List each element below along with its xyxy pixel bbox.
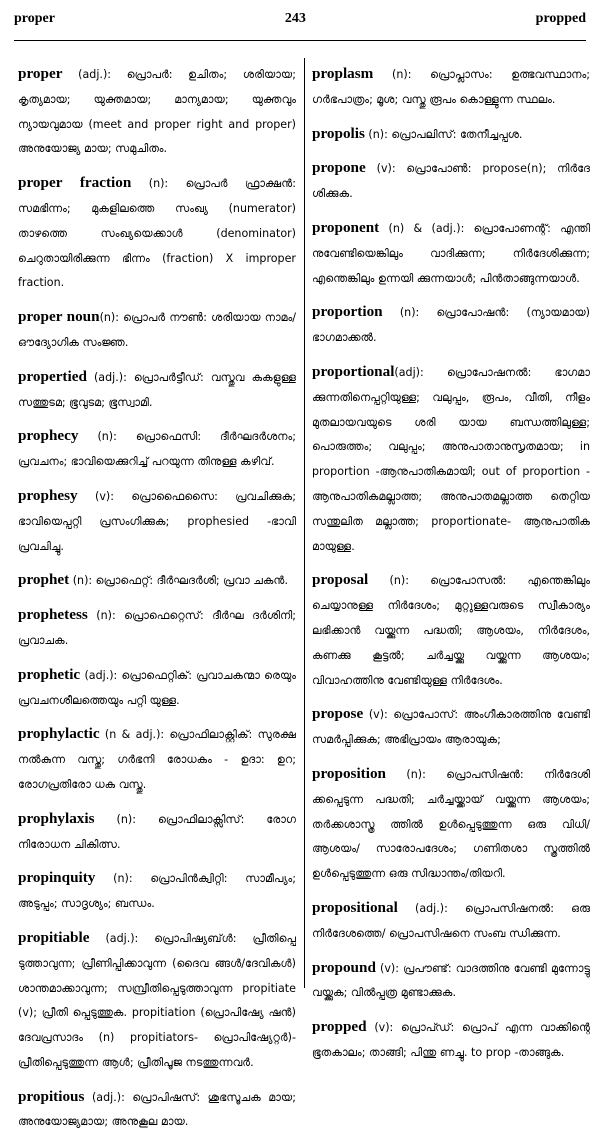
dictionary-entry xyxy=(18,663,296,714)
dictionary-entry xyxy=(18,305,296,356)
headword: prophecy xyxy=(18,427,79,445)
headword: prophet xyxy=(18,571,70,589)
definition: (n & adj.): പ്രൊഫിലാക്റ്റിക്: സുരക്ഷ നൽകുന്ന വസ്തു; ഗർഭനി രോധകം - ഉദാ: ഉറ; രോഗപ്രതിരോ ധക വസ്തു. xyxy=(18,728,296,791)
page-header xyxy=(14,6,586,32)
dictionary-entry xyxy=(18,568,296,594)
definition: (v): പ്രൊഫൈസൈ: പ്രവചിക്കുക; ഭാവിയെപ്പറ്റി പ്രസംഗിക്കുക; prophesied -ഭാവി പ്രവചിച്ചു. xyxy=(18,489,296,553)
definition: (adj): പ്രൊപോഷനൽ: ഭാഗമാ ക്കുന്നതിനെപ്പറ്റിയുള്ള; വലുപ്പം, രൂപം, വീതി, നീളം മുതലായവയുടെ ശരി യായ ബന്ധത്തിലുള്ള; പൊരുത്തം; വലുപ്പം; അനുപാതാനുസൃതമായ; in proportion -ആനുപാതികമായി; out of proportion - ആനുപാതികമല്ലാത്ത; അനുപാതമല്ലാത്ത തെറ്റിയ സന്തുലിത മല്ലാത്ത; proportionate- ആനുപാതിക മായുള്ള. xyxy=(312,365,590,553)
header-guide-word-right: propped xyxy=(535,11,586,26)
headword: propose xyxy=(312,705,364,723)
headword: propolis xyxy=(312,124,365,142)
column-divider xyxy=(304,58,305,988)
headword: proportion xyxy=(312,303,383,321)
dictionary-entry xyxy=(312,1015,590,1066)
definition: (n): പ്രൊഫെസി: ദീർഘദർശനം; പ്രവചനം; ഭാവിയെക്കുറിച്ച് പറയുന്ന തിനുള്ള കഴിവ്. xyxy=(18,430,296,469)
dictionary-entry xyxy=(312,568,590,693)
headword: proper xyxy=(18,65,63,82)
definition: (adj.): പ്രൊപിഷസ്: ശുഭസൂചക മായ; അനുയോജ്യമായ; അനുകൂല മായ. xyxy=(18,1090,296,1129)
headword: prophylactic xyxy=(18,725,100,743)
headword: proper fraction xyxy=(18,174,132,192)
headword: propone xyxy=(312,159,366,177)
definition: (v): പ്രൊപോസ്: അംഗീകാരത്തിനു വേണ്ടി സമർപ്പിക്കുക; അഭിപ്രായം ആരായുക; xyxy=(312,708,590,747)
definition: (n): പ്രൊപോസൽ: എന്തെങ്കിലും ചെയ്യാനുള്ള നിർദേശം; മുറ്റുള്ളവരുടെ സ്വീകാര്യം ലഭിക്കാൻ വയ്ക്കുന്ന പദ്ധതി; ആശയം, നിർദേശം, കണക്കു കൂട്ടൽ; ചർച്ചയ്ക്കു വയ്ക്കുന്ന ആശയം; വിവാഹത്തിനു വേണ്ടിയുള്ള നിർദേശം. xyxy=(312,574,590,687)
headword: proper noun xyxy=(18,308,100,326)
headword: propositional xyxy=(312,898,398,916)
definition: (adj.): പ്രൊഫെറ്റിക്: പ്രവാചകന്മാ രെയും പ്രവചനശീലത്തെയും പറ്റി യുള്ള. xyxy=(18,668,296,707)
dictionary-entry xyxy=(312,896,590,947)
headword: propinquity xyxy=(18,869,96,887)
left-column xyxy=(18,62,296,1144)
headword: propitious xyxy=(18,1087,85,1105)
definition: (adj.): പ്രൊപർ: ഉചിതം; ശരിയായ; കൃത്യമായ; യുക്തമായ; മാന്യമായ; യുക്തവും ന്യായവുമായ (meet and proper right and proper) അനുയോജ്യ മായ; സമുചിതം. xyxy=(18,68,296,156)
definition: (adj.): പ്രൊപിഷ്യബ്ൾ: പ്രീതിപ്പെ ടുത്താവുന്ന; പ്രീണിപ്പിക്കാവുന്ന (ദൈവ ങ്ങൾ/ദേവികൾ) ശാന്തമാക്കാവുന്ന; സമ്പ്രീതിപ്പെടുത്താവുന്ന propitiate (v); പ്രീതി പ്പെടുത്തുക. propitiation (പ്രൊപിഷ്യേ ഷൻ) ദേവപ്രസാദം (n) propitiators- പ്രൊപിഷ്യേറ്റർ)- പ്രീതിപ്പെടുത്തുന്ന ആൾ; പ്രീതിപൂജ നടത്തുന്നവർ. xyxy=(18,931,296,1069)
definition: (n): പ്രൊപലിസ്: തേനീച്ചപ്പശ. xyxy=(364,127,523,141)
dictionary-entry xyxy=(312,360,590,559)
definition: (n): പ്രൊപർ നൗൺ: ശരിയായ നാമം/ഔദ്യോഗിക സംജ്ഞ. xyxy=(18,311,296,349)
definition: (v): പ്രൊപ്ഡ്: പ്രൊപ് എന്ന വാക്കിന്റെ ഭൂതകാലം; താങ്ങി; പിന്തു ണച്ചു. to prop -താങ്ങുക. xyxy=(312,1021,590,1059)
dictionary-entry xyxy=(18,926,296,1076)
dictionary-entry xyxy=(312,956,590,1007)
dictionary-entry xyxy=(312,762,590,887)
dictionary-entry xyxy=(18,807,296,858)
definition: (n): പ്രൊഫിലാക്സിസ്: രോഗ നിരോധന ചികിത്സ. xyxy=(18,812,296,851)
dictionary-entry xyxy=(312,122,590,148)
headword: propound xyxy=(312,958,376,976)
dictionary-entry xyxy=(18,722,296,797)
dictionary-entry xyxy=(18,365,296,416)
page-number: 243 xyxy=(284,11,306,26)
headword: prophylaxis xyxy=(18,809,95,827)
dictionary-entry xyxy=(18,866,296,917)
headword: proposition xyxy=(312,764,386,782)
definition: (adj.): പ്രൊപസിഷനൽ: ഒരു നിർദേശത്തെ/ പ്രൊപസിഷനെ സംബ ന്ധിക്കുന്ന. xyxy=(312,901,590,940)
headword: propertied xyxy=(18,367,87,385)
definition: (v): പ്രപൗണ്ട്: വാദത്തിനു വേണ്ടി മുന്നോട്ടു വയ്ക്കുക; വിൽപ്പത്ര മുണ്ടാക്കുക. xyxy=(312,961,590,1000)
header-guide-word-left: proper xyxy=(14,11,55,26)
dictionary-entry xyxy=(18,424,296,475)
definition: (n): പ്രൊപർ ഫ്രാക്ഷൻ: സമഭിന്നം; മുകളിലത്തെ സംഖ്യ (numerator) താഴത്തെ സംഖ്യയെക്കാൾ (denominator) ചെറുതായിരിക്കുന്ന ഭിന്നം (fraction) X improper fraction. xyxy=(18,177,296,290)
definition: (n): പ്രൊഫെറ്റ്: ദീർഘദർശി; പ്രവാ ചകൻ. xyxy=(69,574,288,588)
dictionary-entry xyxy=(312,702,590,753)
definition: (n) & (adj.): പ്രൊപോണന്റ്: എന്തി നുവേണ്ടിയെങ്കിലും വാദിക്കുന്ന; നിർദേശിക്കുന്ന; എന്തെങ്കിലും ഉന്നയി ക്കുന്നയാൾ; പിൻതാങ്ങുന്നയാൾ. xyxy=(312,221,590,285)
headword: proponent xyxy=(312,218,380,236)
headword: proplasm xyxy=(312,65,374,82)
dictionary-entry xyxy=(18,1085,296,1136)
definition: (n): പ്രൊഫെറ്റെസ്: ദീർഘ ദർശിനി; പ്രവാചക. xyxy=(18,609,296,647)
headword: proposal xyxy=(312,571,369,589)
dictionary-entry xyxy=(312,300,590,351)
headword: prophetic xyxy=(18,665,81,683)
right-column xyxy=(312,62,590,1075)
headword: propitiable xyxy=(18,928,90,946)
headword: propped xyxy=(312,1018,367,1036)
dictionary-entry xyxy=(18,484,296,559)
header-rule xyxy=(14,40,586,41)
dictionary-entry xyxy=(18,62,296,162)
dictionary-entry xyxy=(18,603,296,654)
definition: (n): പ്രൊപ്ലാസം: ഉത്ഭവസ്ഥാനം; ഗർഭപാത്രം; മൂശ; വസ്തു രൂപം കൊള്ളുന്ന സ്ഥലം. xyxy=(312,68,590,106)
headword: proportional xyxy=(312,362,395,380)
headword: prophetess xyxy=(18,606,88,624)
definition: (n): പ്രൊപസിഷൻ: നിർദേശി ക്കപ്പെടുന്ന പദ്ധതി; ചർച്ചയ്ക്കായ് വയ്ക്കുന്ന ആശയം; തർക്കശാസ്ത്ര ത്തിൽ ഉൾപ്പെടുത്തുന്ന ഒരു വിധി/ ആശയം/ സാരോപദേശം; ഗണിതശാ സ്ത്രത്തിൽ ഉൾപ്പെടുത്തുന്ന ഒരു സിദ്ധാന്തം/തിയറി. xyxy=(312,767,590,881)
dictionary-entry xyxy=(312,156,590,207)
definition: (v): പ്രൊപോൺ: propose(n); നിർദേ ശിക്കുക. xyxy=(312,162,590,201)
headword: prophesy xyxy=(18,486,78,504)
dictionary-entry xyxy=(18,171,296,296)
dictionary-entry xyxy=(312,62,590,113)
definition: (adj.): പ്രൊപർട്ടീഡ്: വസ്തുവ കകളുള്ള സത്തുടമ; ഭൂവുടമ; ഭൂസ്വാമി. xyxy=(18,370,296,409)
dictionary-entry xyxy=(312,216,590,291)
definition: (n): പ്രൊപിൻക്വിറ്റി: സാമീപ്യം; അടുപ്പം; സാദൃശ്യം; ബന്ധം. xyxy=(18,872,296,911)
definition: (n): പ്രൊപോഷൻ: (ന്യായമായ) ഭാഗമാക്കൽ. xyxy=(312,306,590,345)
